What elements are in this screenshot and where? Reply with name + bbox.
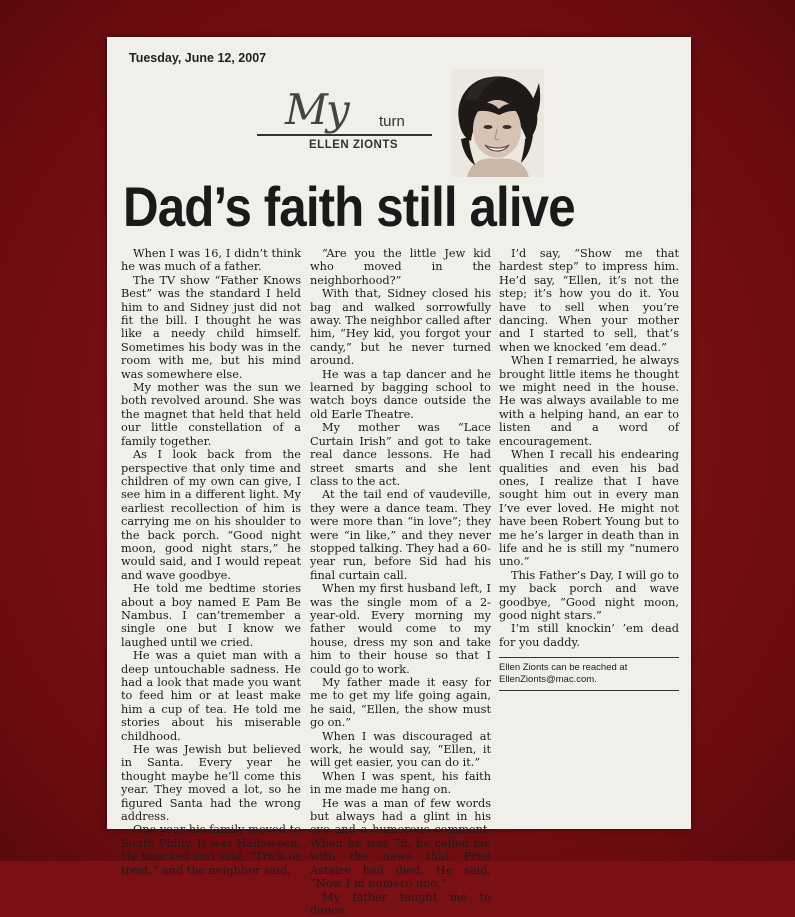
author-photo: [451, 69, 544, 177]
paragraph: When I recall his endearing qualities and even his bad ones, I realize that I have sought him out in every man I’ve ever loved. He might not have been Robert Young but to me he’s larger in death than in life and he is still my “numero uno.”: [499, 448, 679, 569]
paragraph: I’m still knockin’ ’em dead for you daddy.: [499, 622, 679, 649]
column-logo-rule: [257, 134, 432, 136]
paragraph: When my first husband left, I was the single mom of a 2-year-old. Every morning my father would come to my house, dress my son and take him to their house so that I could go to work.: [310, 582, 491, 676]
paragraph: He was a man of few words but always had a glint in his eye and a humorous comment. When he was 78, he called me with the news that Fred Astaire had died. He said, “Now I’m numero uno.”: [310, 797, 491, 891]
paragraph: When I remarried, he always brought little items he thought we might need in the house. He was always available to me with a helping hand, an ear to listen and a word of encouragement.: [499, 354, 679, 448]
article-column-2: [310, 247, 491, 917]
paragraph: My mother was “Lace Curtain Irish” and got to take real dance lessons. He had street smarts and she lent class to the act.: [310, 421, 491, 488]
author-portrait-illustration: [451, 69, 544, 177]
paragraph: This Father’s Day, I will go to my back porch and wave goodbye, “Good night moon, good night stars.”: [499, 569, 679, 623]
paragraph: My father taught me to dance.: [310, 891, 491, 917]
paragraph: My father made it easy for me to get my life going again, he said, “Ellen, the show must go on.”: [310, 676, 491, 730]
paragraph: At the tail end of vaudeville, they were a dance team. They were more than “in love”; they were “in like,” and they never stopped talking. They had a 60-year run, before Sid had his final curtain call.: [310, 488, 491, 582]
column-logo-script: My: [285, 85, 348, 134]
column-logo-word: turn: [379, 113, 405, 130]
paragraph: He was a quiet man with a deep untouchable sadness. He had a look that made you want to feed him or at least make him a cup of tea. He told me stories about his miserable childhood.: [121, 649, 301, 743]
paragraph: My mother was the sun we both revolved around. She was the magnet that held that held our little constellation of a family together.: [121, 381, 301, 448]
dateline: Tuesday, June 12, 2007: [129, 51, 266, 65]
paragraph: The TV show “Father Knows Best” was the standard I held him to and Sidney just did not fit the bill. I thought he was like a needy child himself. Sometimes his body was in the room with me, but his mind was somewhere else.: [121, 274, 301, 381]
paragraph: He told me bedtime stories about a boy named E Pam Be Nambus. I can’tremember a single one but I know we laughed until we cried.: [121, 582, 301, 649]
paragraph: When I was spent, his faith in me made me hang on.: [310, 770, 491, 797]
newspaper-clipping: [107, 37, 691, 829]
article-column-3: [499, 247, 679, 691]
byline: ELLEN ZIONTS: [309, 139, 398, 151]
author-contact: Ellen Zionts can be reached at EllenZionts@mac.com.: [499, 657, 679, 691]
paragraph: One year his family moved to South Philly. It was Halloween. He knocked and said, “Trick or treat,” and the neighbor said,: [121, 823, 301, 877]
paragraph: As I look back from the perspective that only time and children of my own can give, I see him in a different light. My earliest recollection of him is carrying me on his shoulder to the back porch. “Good night moon, good night stars,” he would said, and I would repeat and wave goodbye.: [121, 448, 301, 582]
paragraph: “Are you the little Jew kid who moved in the neighborhood?”: [310, 247, 491, 287]
paragraph: I’d say, “Show me that hardest step” to impress him. He’d say, “Ellen, it’s not the step; it’s how you do it. You have to sell when you’re dancing. When your mother and I started to sell, that’s when we knocked ’em dead.”: [499, 247, 679, 354]
paragraph: He was Jewish but believed in Santa. Every year he thought maybe he’ll come this year. They moved a lot, so he figured Santa had the wrong address.: [121, 743, 301, 823]
paragraph: When I was 16, I didn’t think he was much of a father.: [121, 247, 301, 274]
paragraph: With that, Sidney closed his bag and walked sorrowfully away. The neighbor called after him, “Hey kid, you forgot your candy,” but he never turned around.: [310, 287, 491, 367]
paragraph: When I was discouraged at work, he would say, “Ellen, it will get easier, you can do it.”: [310, 730, 491, 770]
article-column-1: [121, 247, 301, 877]
column-logo: [257, 85, 457, 155]
paragraph: He was a tap dancer and he learned by bagging school to watch boys dance outside the old Earle Theatre.: [310, 368, 491, 422]
headline: Dad’s faith still alive: [123, 175, 616, 239]
